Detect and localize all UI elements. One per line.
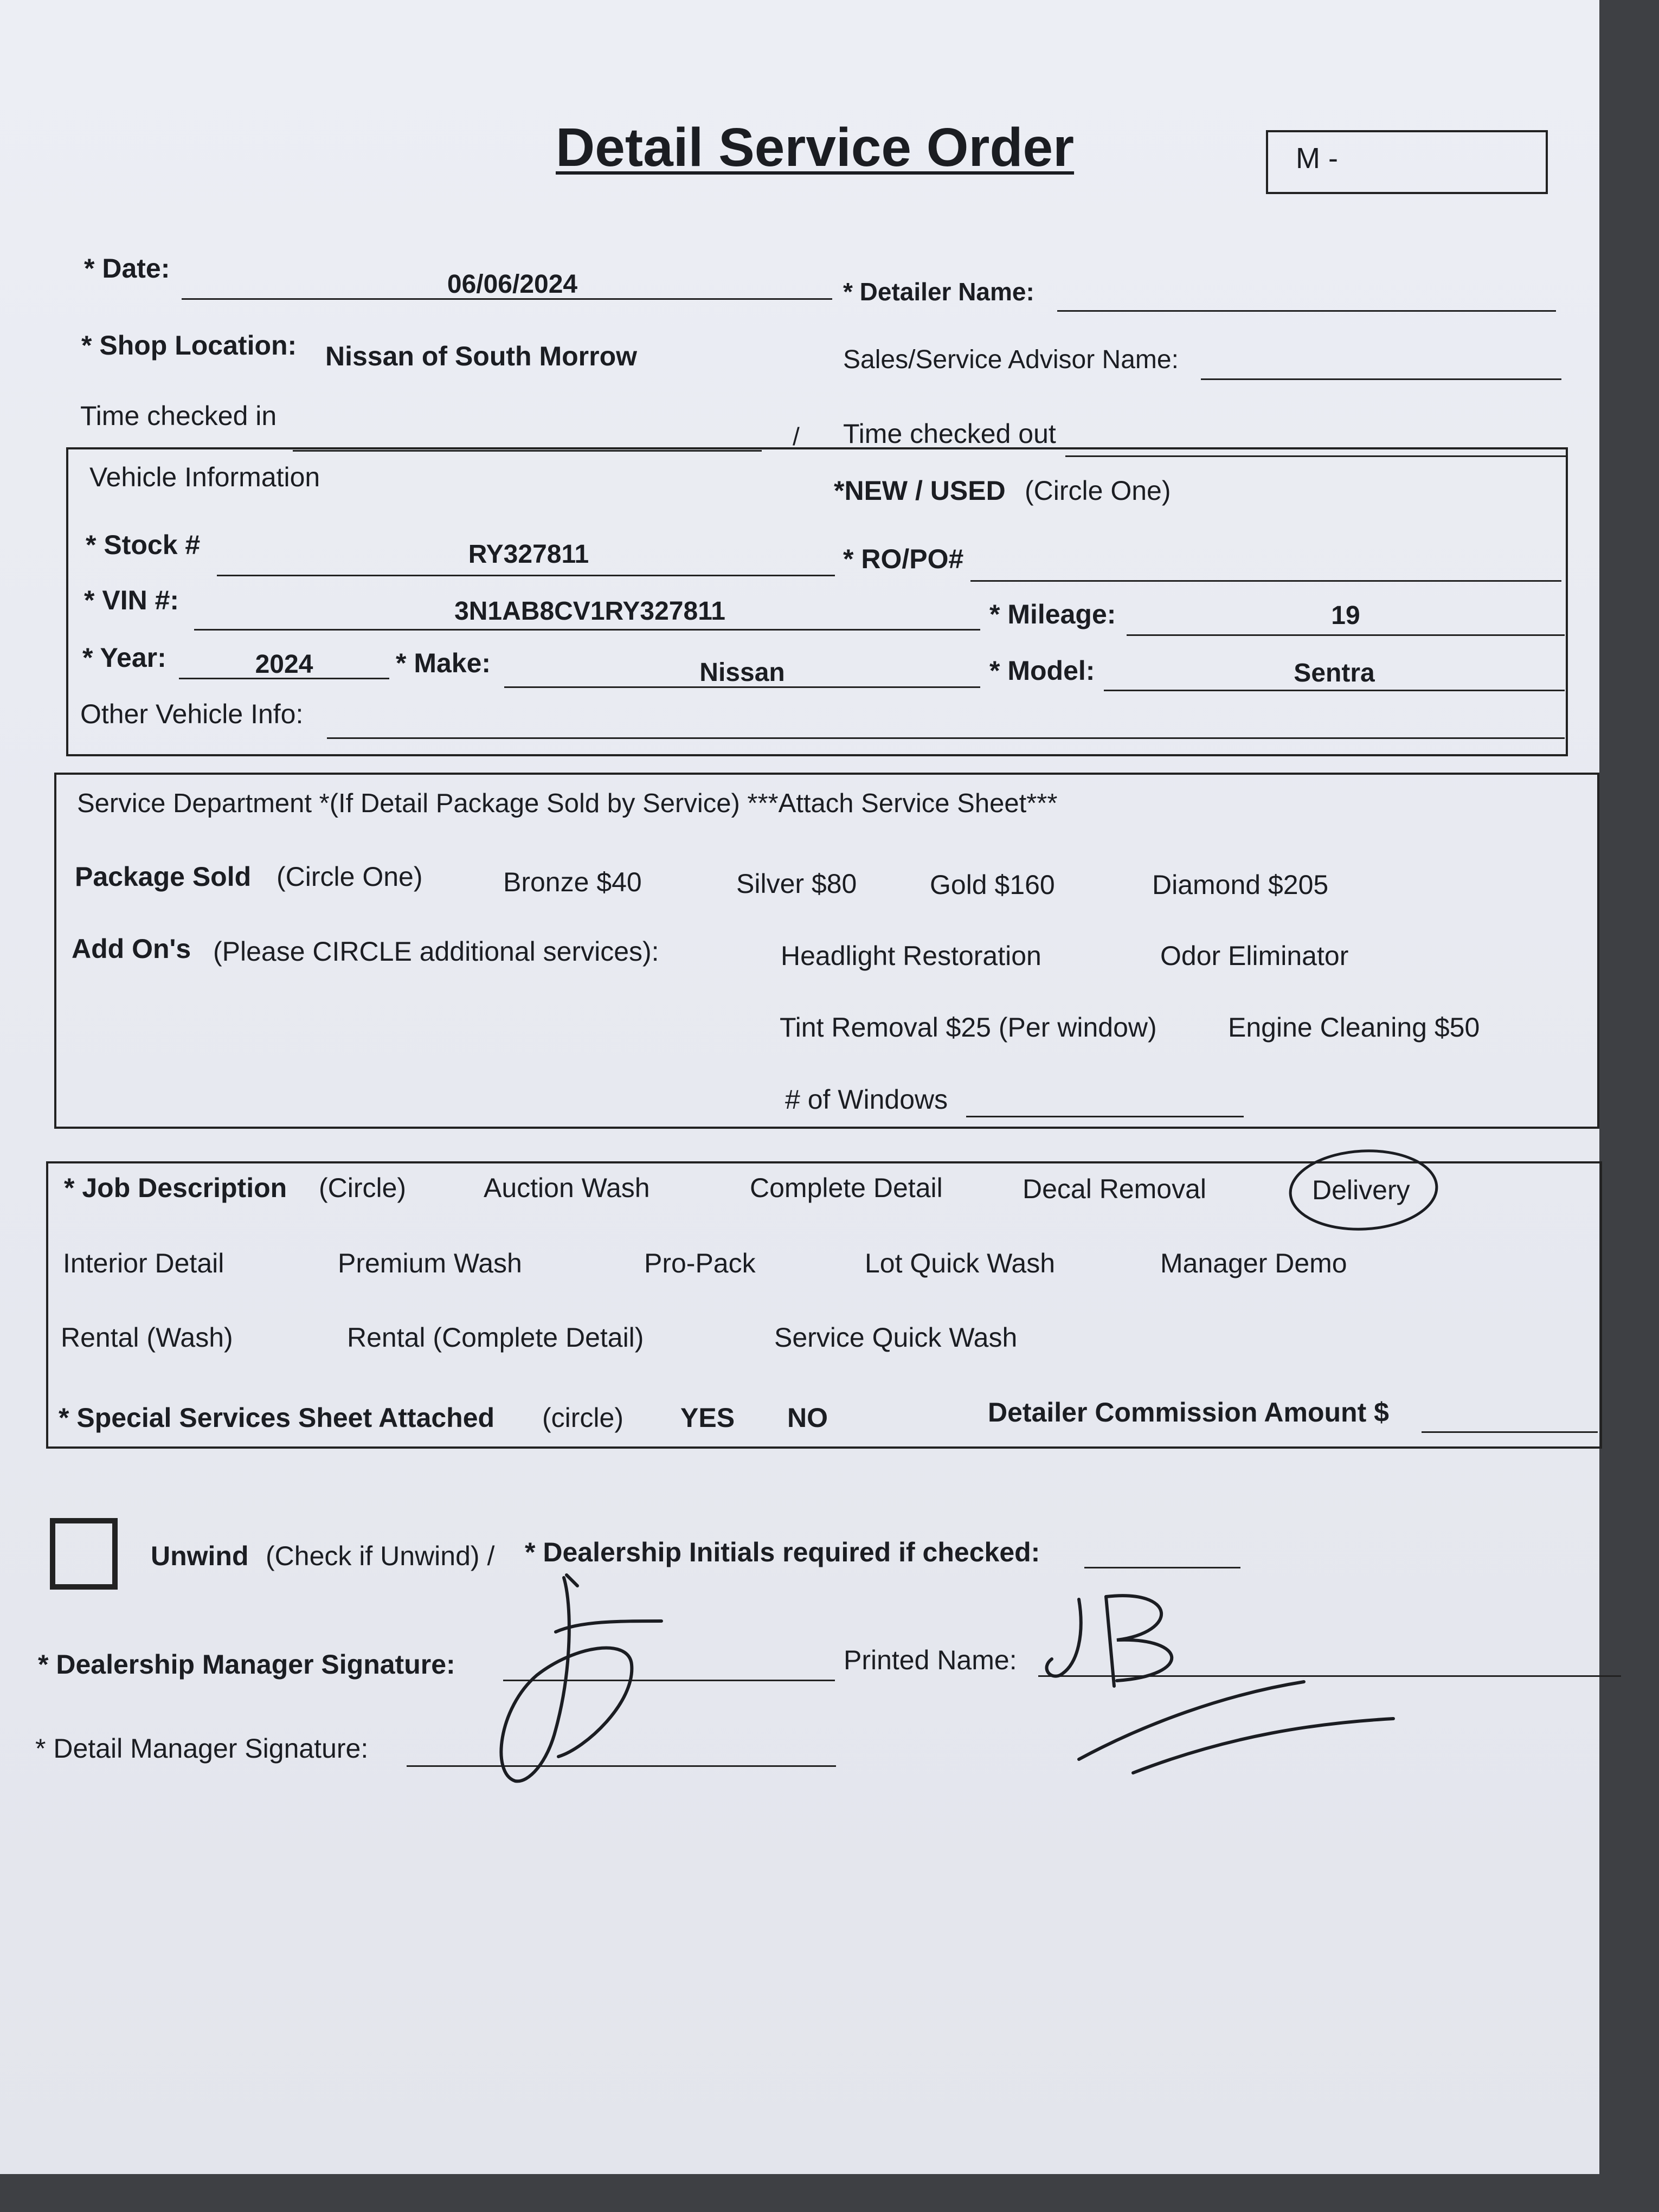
special-services-yes[interactable]: YES (680, 1403, 735, 1433)
time-checked-out-label: Time checked out (843, 419, 1056, 449)
make-value: Nissan (699, 658, 785, 687)
addon-tint-removal[interactable]: Tint Removal $25 (Per window) (780, 1012, 1157, 1043)
model-value: Sentra (1294, 659, 1375, 687)
ro-po-field[interactable] (970, 580, 1561, 582)
model-label: * Model: (989, 655, 1095, 686)
add-ons-note: (Please CIRCLE additional services): (213, 936, 659, 967)
job-description-note: (Circle) (319, 1173, 407, 1203)
new-used-option[interactable]: *NEW / USED (834, 475, 1006, 506)
detailer-name-field[interactable] (1057, 310, 1556, 312)
package-bronze[interactable]: Bronze $40 (503, 867, 642, 897)
advisor-name-label: Sales/Service Advisor Name: (843, 345, 1179, 374)
detailer-commission-label: Detailer Commission Amount $ (988, 1397, 1389, 1427)
unwind-note: (Check if Unwind) / (266, 1541, 495, 1571)
stock-label: * Stock # (86, 530, 201, 560)
other-vehicle-info-label: Other Vehicle Info: (80, 699, 304, 729)
job-decal-removal[interactable]: Decal Removal (1023, 1174, 1207, 1204)
stock-field[interactable] (217, 575, 835, 576)
date-value: 06/06/2024 (447, 270, 578, 299)
shop-location-label: * Shop Location: (81, 330, 297, 361)
form-title: Detail Service Order (556, 117, 1075, 178)
stock-value: RY327811 (468, 540, 589, 569)
job-interior-detail[interactable]: Interior Detail (63, 1248, 224, 1278)
special-services-no[interactable]: NO (787, 1403, 828, 1433)
printed-name-label: Printed Name: (844, 1645, 1017, 1675)
job-manager-demo[interactable]: Manager Demo (1160, 1248, 1347, 1278)
package-silver[interactable]: Silver $80 (736, 869, 857, 899)
job-rental-complete-detail[interactable]: Rental (Complete Detail) (347, 1322, 644, 1353)
detailer-commission-field[interactable] (1422, 1431, 1598, 1433)
detail-manager-signature-label: * Detail Manager Signature: (35, 1733, 369, 1764)
detailer-name-label: * Detailer Name: (843, 278, 1034, 306)
windows-count-label: # of Windows (785, 1084, 948, 1115)
vehicle-info-heading: Vehicle Information (89, 462, 320, 492)
time-checked-in-label: Time checked in (80, 401, 277, 431)
addon-engine-cleaning[interactable]: Engine Cleaning $50 (1228, 1012, 1480, 1043)
vin-value: 3N1AB8CV1RY327811 (454, 597, 725, 626)
vin-label: * VIN #: (84, 585, 179, 615)
make-label: * Make: (396, 648, 491, 678)
add-ons-label: Add On's (72, 934, 191, 964)
date-label: * Date: (84, 253, 170, 284)
mileage-value: 19 (1331, 601, 1360, 630)
windows-count-field[interactable] (966, 1116, 1244, 1117)
service-department-heading: Service Department *(If Detail Package Sold by Service) ***Attach Service Sheet*** (77, 789, 1058, 818)
job-delivery[interactable]: Delivery (1312, 1175, 1410, 1205)
mileage-field[interactable] (1127, 634, 1565, 636)
addon-odor-eliminator[interactable]: Odor Eliminator (1160, 941, 1349, 971)
unwind-label: Unwind (151, 1541, 249, 1571)
job-service-quick-wash[interactable]: Service Quick Wash (774, 1322, 1018, 1353)
package-sold-note: (Circle One) (276, 861, 423, 892)
job-pro-pack[interactable]: Pro-Pack (644, 1248, 756, 1278)
job-rental-wash[interactable]: Rental (Wash) (61, 1322, 233, 1353)
job-description-label: * Job Description (64, 1173, 287, 1203)
new-used-note: (Circle One) (1025, 475, 1171, 506)
job-complete-detail[interactable]: Complete Detail (750, 1173, 943, 1203)
order-number-label: M - (1296, 142, 1338, 175)
job-lot-quick-wash[interactable]: Lot Quick Wash (865, 1248, 1056, 1278)
unwind-checkbox[interactable] (50, 1518, 118, 1590)
detail-manager-signature-field[interactable] (407, 1765, 836, 1767)
shop-location-value: Nissan of South Morrow (325, 341, 637, 371)
year-value: 2024 (255, 650, 313, 679)
time-separator: / (793, 422, 800, 451)
advisor-name-field[interactable] (1201, 378, 1561, 380)
special-services-label: * Special Services Sheet Attached (59, 1403, 495, 1433)
package-diamond[interactable]: Diamond $205 (1152, 870, 1329, 900)
special-services-note: (circle) (542, 1403, 623, 1433)
vin-field[interactable] (194, 629, 980, 631)
year-label: * Year: (82, 642, 166, 673)
dealership-initials-label: * Dealership Initials required if checked: (525, 1537, 1040, 1567)
dealership-manager-signature-scribble (501, 1575, 661, 1781)
job-auction-wash[interactable]: Auction Wash (484, 1173, 650, 1203)
other-vehicle-info-field[interactable] (327, 737, 1565, 739)
dealership-manager-signature-label: * Dealership Manager Signature: (38, 1649, 455, 1680)
dealership-initials-field[interactable] (1084, 1567, 1240, 1568)
dealership-manager-signature-field[interactable] (503, 1680, 835, 1681)
printed-name-field[interactable] (1038, 1675, 1621, 1677)
job-premium-wash[interactable]: Premium Wash (338, 1248, 522, 1278)
ro-po-label: * RO/PO# (843, 544, 964, 574)
model-field[interactable] (1104, 690, 1565, 691)
package-gold[interactable]: Gold $160 (930, 870, 1055, 900)
mileage-label: * Mileage: (989, 599, 1116, 629)
addon-headlight-restoration[interactable]: Headlight Restoration (781, 941, 1041, 971)
package-sold-label: Package Sold (75, 861, 252, 892)
printed-name-handwriting (1047, 1596, 1393, 1773)
